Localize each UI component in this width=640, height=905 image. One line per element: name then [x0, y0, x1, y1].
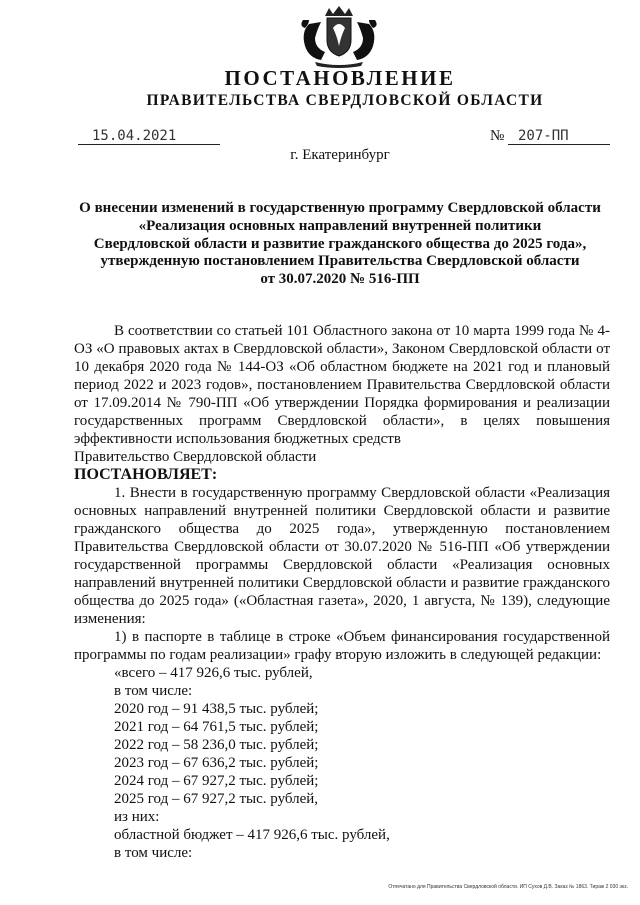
subpoint-1-paragraph: 1) в паспорте в таблице в строке «Объем финансирования государственной программы по годам реализации» графу вторую изложить в следующей редакции: [74, 629, 610, 663]
subject-line: Свердловской области и развитие гражданского общества до 2025 года», [93, 235, 587, 252]
point-1-paragraph: 1. Внести в государственную программу Свердловской области «Реализация основных направлений внутренней политики Свердловской области и развитие гражданского общества до 2025 года», утвержденную постановлением Правительства Свердловской области от 30.07.2020 № 516-ПП «Об утверждении государственной программы Свердловской области «Реализация основных направлений внутренней политики Свердловской области и развитие гражданского общества до 2025 года» («Областная газета», 2020, 1 августа, № 139), следующие изменения: [74, 485, 610, 627]
preamble-paragraph: В соответствии со статьей 101 Областного закона от 10 марта 1999 года № 4-ОЗ «О правовых актах в Свердловской области», Законом Свердловской области от 10 декабря 2020 года № 144-ОЗ «Об областном бюджете на 2021 год и плановый период 2022 и 2023 годов», постановлением Правительства Свердловской области от 17.09.2014 № 790-ПП «Об утверждении Порядка формирования и реализации государственных программ Свердловской области», в целях повышения эффективности использования бюджетных средств [74, 323, 610, 447]
decree-heading: ПОСТАНОВЛЯЕТ: [74, 466, 218, 483]
amount-line: 2022 год – 58 236,0 тыс. рублей; [114, 737, 319, 753]
preamble-end: Правительство Свердловской области [74, 449, 317, 465]
number-label: № [490, 128, 505, 144]
document-date: 15.04.2021 [78, 128, 220, 145]
print-footer: Отпечатано для Правительства Свердловской области. ИП Сухов Д.В. Заказ № 1863. Тираж 2 030 экз. [388, 884, 628, 890]
amount-line: 2025 год – 67 927,2 тыс. рублей, [114, 791, 319, 807]
amount-line: 2024 год – 67 927,2 тыс. рублей; [114, 773, 319, 789]
amount-line: в том числе: [114, 845, 193, 861]
coat-of-arms-emblem [295, 6, 383, 68]
document-subject [74, 200, 606, 289]
amount-line: «всего – 417 926,6 тыс. рублей, [114, 665, 313, 681]
subject-line: «Реализация основных направлений внутренней политики [138, 217, 542, 234]
amount-line: в том числе: [114, 683, 193, 699]
amount-line: 2021 год – 64 761,5 тыс. рублей; [114, 719, 319, 735]
subject-line: от 30.07.2020 № 516-ПП [260, 271, 420, 288]
subject-line: О внесении изменений в государственную программу Свердловской области [79, 200, 601, 216]
document-title: ПОСТАНОВЛЕНИЕ [224, 66, 456, 90]
amount-line: областной бюджет – 417 926,6 тыс. рублей, [114, 827, 390, 843]
city: г. Екатеринбург [290, 147, 390, 163]
document-body [74, 322, 610, 862]
amount-line: 2020 год – 91 438,5 тыс. рублей; [114, 701, 319, 717]
document-number: 207-ПП [508, 128, 610, 145]
subject-line: утвержденную постановлением Правительства Свердловской области [100, 253, 580, 270]
document-subtitle: ПРАВИТЕЛЬСТВА СВЕРДЛОВСКОЙ ОБЛАСТИ [146, 92, 544, 109]
amount-line: из них: [114, 809, 160, 825]
amount-line: 2023 год – 67 636,2 тыс. рублей; [114, 755, 319, 771]
